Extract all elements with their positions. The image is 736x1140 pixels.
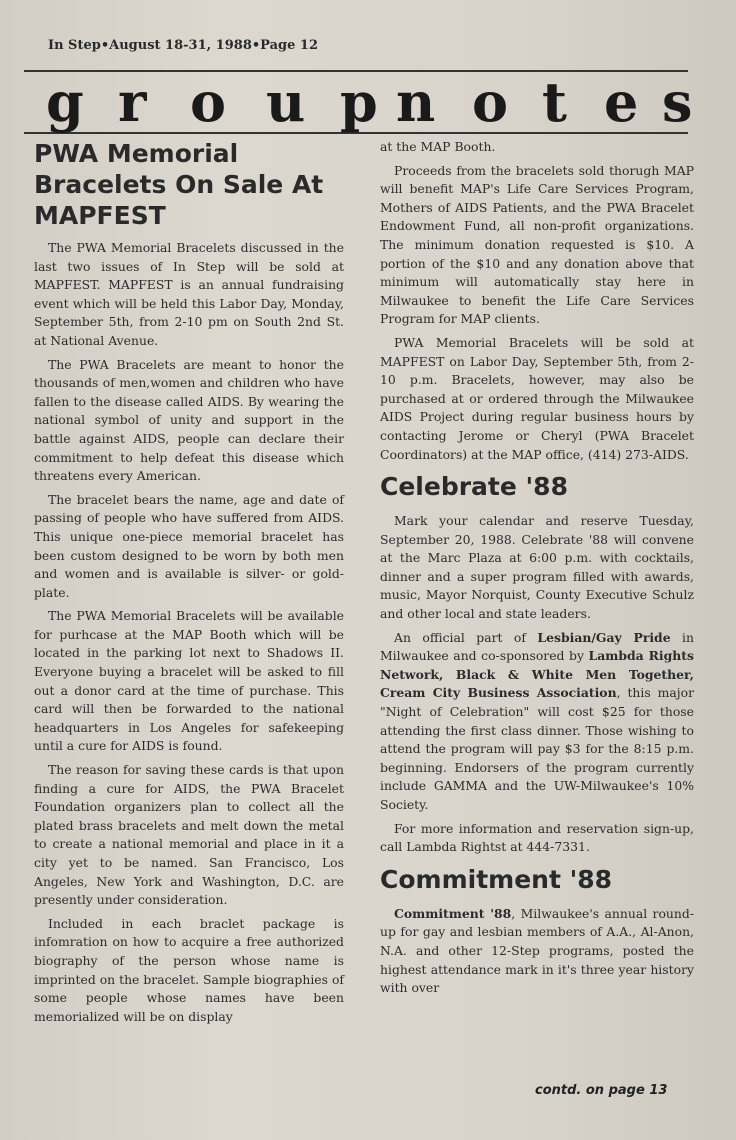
text-run: An official part of: [394, 629, 538, 645]
paragraph: Mark your calendar and reserve Tuesday, September 20, 1988. Celebrate '88 will convene at the Marc Plaza at 6:00 p.m. with cocktails, dinner and a super program filled with awards, music, Mayor Norquist, County Executive Schulz and other local and state leaders.: [380, 513, 694, 622]
masthead-letter: g: [46, 70, 84, 134]
bold-text: Commitment '88: [394, 905, 512, 921]
paragraph: The bracelet bears the name, age and date of passing of people who have suffered from AIDS. This unique one-piece memorial bracelet has been custom designed to be worn by both men and women and is available is silver- or gold-plate.: [34, 491, 344, 600]
masthead-letter: p: [340, 70, 378, 134]
right-column: [380, 138, 694, 1003]
paragraph-continuation: at the MAP Booth.: [380, 139, 496, 154]
continued-on-page-13: contd. on page 13: [535, 1083, 668, 1098]
bold-text: Lambda Rights Network, Black & White Men Together, Cream City Business Association: [380, 648, 694, 701]
text-run: , Milwaukee's annual round-up for gay and lesbian members of A.A., Al-Anon, N.A. and other 12-Step programs, posted the highest attendance mark in it's three year history with over: [380, 905, 695, 996]
paragraph: The PWA Memorial Bracelets will be available for purhcase at the MAP Booth which will be located in the parking lot next to Shadows II. Everyone buying a bracelet will be asked to fill out a donor card at the time of purchase. This card will then be forwarded to the national headquarters in Los Angeles for safekeeping until a cure for AIDS is found.: [34, 608, 344, 754]
masthead-letter: n: [396, 70, 436, 134]
masthead-letter: e: [604, 70, 639, 134]
paragraph: For more information and reservation sign-up, call Lambda Rightst at 444-7331.: [380, 820, 694, 855]
masthead-letter: s: [662, 70, 693, 134]
paragraph: The reason for saving these cards is that upon finding a cure for AIDS, the PWA Bracelet Foundation organizers plan to collect all the plated brass bracelets and melt down the metal to create a national memorial and place in it a city yet to be named. San Francisco, Los Angeles, New York and Washington, D.C. are presently under consideration.: [34, 762, 344, 908]
left-column: [34, 138, 344, 1031]
paragraph: Included in each braclet package is infomration on how to acquire a free authorized biography of the person whose name is imprinted on the bracelet. Sample biographies of some people whose names have been memorialized will be on display: [34, 915, 344, 1024]
paragraph: [380, 905, 694, 998]
text-run: , this major "Night of Celebration" will cost $25 for those attending the first class dinner. Those wishing to attend the program will pay $3 for the 8:15 p.m. beginning. Endorsers of the program currently include GAMMA and the UW-Milwaukee's 10% Society.: [380, 685, 694, 812]
paragraph: The PWA Bracelets are meant to honor the thousands of men,women and children who have fallen to the disease called AIDS. By wearing the national symbol of unity and support in the battle against AIDS, people can declare their commitment to help defeat this disease which threatens every American.: [34, 356, 344, 484]
masthead-group-notes: [24, 70, 693, 134]
bold-text: Lesbian/Gay Pride: [537, 629, 671, 645]
paragraph: [380, 629, 694, 815]
masthead-letter: r: [118, 70, 147, 134]
paragraph: PWA Memorial Bracelets will be sold at MAPFEST on Labor Day, September 5th, from 2-10 p.m. Bracelets, however, may also be purchased at or ordered through the Milwaukee AIDS Project during regular business hours by contacting Jerome or Cheryl (PWA Bracelet Coordinators) at the MAP office, (414) 273-AIDS.: [380, 334, 694, 462]
masthead-letter: o: [190, 70, 227, 134]
masthead-letter: t: [542, 70, 567, 134]
headline-celebrate-88: Celebrate '88: [380, 472, 568, 502]
headline-pwa-bracelets: PWA Memorial Bracelets On Sale At MAPFEST: [34, 139, 324, 230]
dateline: In Step•August 18-31, 1988•Page 12: [48, 38, 318, 53]
masthead-letter: u: [266, 70, 306, 134]
masthead-letter: o: [472, 70, 509, 134]
paragraph: Proceeds from the bracelets sold thorugh MAP will benefit MAP's Life Care Services Program, Mothers of AIDS Patients, and the PWA Bracelet Endowment Fund, all non-profit organizations. The minimum donation requested is $10. A portion of the $10 and any donation above that minimum will automatically stay here in Milwaukee to benefit the Life Care Services Program for MAP clients.: [380, 162, 694, 327]
text-run: in Milwaukee and co-sponsored by: [380, 629, 694, 664]
paragraph: The PWA Memorial Bracelets discussed in the last two issues of In Step will be sold at MAPFEST. MAPFEST is an annual fundraising event which will be held this Labor Day, Monday, September 5th, from 2-10 pm on South 2nd St. at National Avenue.: [34, 240, 344, 348]
headline-commitment-88: Commitment '88: [380, 864, 613, 894]
